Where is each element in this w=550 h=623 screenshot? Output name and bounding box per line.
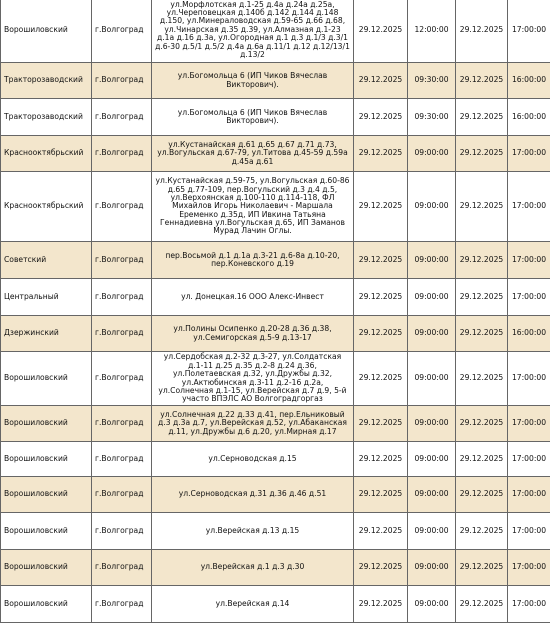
- end-date-cell: 29.12.2025: [456, 513, 508, 550]
- city-cell: г.Волгоград: [92, 513, 152, 550]
- table-row: [1, 242, 550, 279]
- end-time-cell: 17:00:00: [508, 279, 550, 316]
- district-cell: Центральный: [1, 279, 92, 316]
- district-cell: Ворошиловский: [1, 0, 92, 63]
- table-row: [1, 316, 550, 352]
- end-time-cell: 17:00:00: [508, 442, 550, 477]
- end-date-cell: 29.12.2025: [456, 442, 508, 477]
- table-row: [1, 406, 550, 442]
- end-time-cell: 17:00:00: [508, 477, 550, 513]
- end-time-cell: 16:00:00: [508, 316, 550, 352]
- end-date-cell: 29.12.2025: [456, 316, 508, 352]
- end-time-cell: 17:00:00: [508, 550, 550, 586]
- end-date-cell: 29.12.2025: [456, 477, 508, 513]
- start-time-cell: 09:00:00: [408, 442, 456, 477]
- start-time-cell: 09:00:00: [408, 316, 456, 352]
- start-time-cell: 09:30:00: [408, 99, 456, 136]
- start-time-cell: 09:00:00: [408, 172, 456, 242]
- start-date-cell: 29.12.2025: [354, 279, 408, 316]
- district-cell: Ворошиловский: [1, 352, 92, 406]
- table-row: [1, 477, 550, 513]
- start-time-cell: 09:00:00: [408, 242, 456, 279]
- start-time-cell: 09:00:00: [408, 279, 456, 316]
- city-cell: г.Волгоград: [92, 279, 152, 316]
- end-time-cell: 17:00:00: [508, 172, 550, 242]
- end-time-cell: 16:00:00: [508, 63, 550, 99]
- city-cell: г.Волгоград: [92, 550, 152, 586]
- table-body: [1, 0, 550, 623]
- city-cell: г.Волгоград: [92, 0, 152, 63]
- table-row: [1, 0, 550, 63]
- start-date-cell: 29.12.2025: [354, 99, 408, 136]
- district-cell: Тракторозаводский: [1, 99, 92, 136]
- address-cell: ул.Верейская д.14: [152, 586, 354, 623]
- city-cell: г.Волгоград: [92, 172, 152, 242]
- start-date-cell: 29.12.2025: [354, 316, 408, 352]
- end-date-cell: 29.12.2025: [456, 242, 508, 279]
- start-time-cell: 12:00:00: [408, 0, 456, 63]
- start-time-cell: 09:00:00: [408, 136, 456, 172]
- end-date-cell: 29.12.2025: [456, 279, 508, 316]
- table-row: [1, 172, 550, 242]
- end-time-cell: 17:00:00: [508, 136, 550, 172]
- start-date-cell: 29.12.2025: [354, 63, 408, 99]
- table-row: [1, 442, 550, 477]
- district-cell: Дзержинский: [1, 316, 92, 352]
- table-row: [1, 352, 550, 406]
- end-time-cell: 17:00:00: [508, 352, 550, 406]
- address-cell: ул.Богомольца 6 (ИП Чиков Вячеслав Викторович).: [152, 63, 354, 99]
- end-date-cell: 29.12.2025: [456, 0, 508, 63]
- table-row: [1, 63, 550, 99]
- address-cell: ул.Верейская д.1 д.3 д.30: [152, 550, 354, 586]
- table-row: [1, 513, 550, 550]
- address-cell: ул.Верейская д.13 д.15: [152, 513, 354, 550]
- address-cell: ул.Серноводская д.31 д.36 д.46 д.51: [152, 477, 354, 513]
- end-time-cell: 16:00:00: [508, 99, 550, 136]
- start-time-cell: 09:00:00: [408, 513, 456, 550]
- end-time-cell: 17:00:00: [508, 513, 550, 550]
- start-date-cell: 29.12.2025: [354, 242, 408, 279]
- city-cell: г.Волгоград: [92, 586, 152, 623]
- start-time-cell: 09:30:00: [408, 63, 456, 99]
- district-cell: Краснооктябрьский: [1, 136, 92, 172]
- table-row: [1, 136, 550, 172]
- city-cell: г.Волгоград: [92, 242, 152, 279]
- address-cell: ул.Солнечная д.22 д.33 д.41, пер.Ельниковый д.3 д.3а д.7, ул.Верейская д.52, ул.Абаканская д.11, ул.Дружбы д.6 д.20, ул.Мирная д.17: [152, 406, 354, 442]
- start-date-cell: 29.12.2025: [354, 0, 408, 63]
- end-date-cell: 29.12.2025: [456, 550, 508, 586]
- start-date-cell: 29.12.2025: [354, 550, 408, 586]
- table-row: [1, 550, 550, 586]
- district-cell: Ворошиловский: [1, 513, 92, 550]
- address-cell: ул.Сердобская д.2-32 д.3-27, ул.Солдатская д.1-11 д.25 д.35 д.2-8 д.24 д.36, ул.Полетаевская д.32, ул.Дружбы д.32, ул.Актюбинская д.3-11 д.2-16 д.2а, ул.Солнечная д.1-15, ул.Верейская д.7 д.9, 5-й участо ВПЭЛС АО Волгоградгоргаз: [152, 352, 354, 406]
- address-cell: ул.Морфлотская д.1-25 д.4а д.24а д.25а, ул.Череповецкая д.140б д.142 д.144 д.148 д.150, ул.Минераловодская д.59-65 д.66 д.68, ул.Чинарская д.35 д.39, ул.Алмазная д.1-23 д.1а д.16 д.3а, ул.Огородная д.1 д.3 д.1/3 д.3/1 д.6-30 д.5/1 д.5/2 д.4а д.6а д.11/1 д.12 д.12/13/1 д.13/2: [152, 0, 354, 63]
- city-cell: г.Волгоград: [92, 99, 152, 136]
- end-time-cell: 17:00:00: [508, 406, 550, 442]
- address-cell: ул.Полины Осипенко д.20-28 д.36 д.38, ул.Семигорская д.5-9 д.13-17: [152, 316, 354, 352]
- address-cell: ул.Серноводская д.15: [152, 442, 354, 477]
- address-cell: ул.Кустанайская д.61 д.65 д.67 д.71 д.73, ул.Вогульская д.67-79, ул.Титова д.45-59 д.59а д.45а д.61: [152, 136, 354, 172]
- start-date-cell: 29.12.2025: [354, 513, 408, 550]
- start-date-cell: 29.12.2025: [354, 172, 408, 242]
- end-time-cell: 17:00:00: [508, 242, 550, 279]
- start-date-cell: 29.12.2025: [354, 586, 408, 623]
- end-date-cell: 29.12.2025: [456, 406, 508, 442]
- end-date-cell: 29.12.2025: [456, 172, 508, 242]
- start-time-cell: 09:00:00: [408, 406, 456, 442]
- city-cell: г.Волгоград: [92, 136, 152, 172]
- start-date-cell: 29.12.2025: [354, 406, 408, 442]
- end-date-cell: 29.12.2025: [456, 99, 508, 136]
- start-time-cell: 09:00:00: [408, 586, 456, 623]
- start-date-cell: 29.12.2025: [354, 352, 408, 406]
- city-cell: г.Волгоград: [92, 477, 152, 513]
- city-cell: г.Волгоград: [92, 63, 152, 99]
- start-date-cell: 29.12.2025: [354, 442, 408, 477]
- address-cell: пер.Восьмой д.1 д.1а д.3-21 д.6-8а д.10-20, пер.Коневского д.19: [152, 242, 354, 279]
- start-time-cell: 09:00:00: [408, 352, 456, 406]
- table-row: [1, 99, 550, 136]
- end-date-cell: 29.12.2025: [456, 63, 508, 99]
- address-cell: ул.Кустанайская д.59-75, ул.Вогульская д.60-86 д.65 д.77-109, пер.Вогульский д.3 д.4 д.5, ул.Верхоянская д.100-110 д.114-118, ФЛ Михайлов Игорь Николаевич - Маршала Еременко д.35д, ИП Ивкина Татьяна Геннадиевна ул.Вогульская д.65, ИП Заманов Мурад Лачин Оглы.: [152, 172, 354, 242]
- city-cell: г.Волгоград: [92, 406, 152, 442]
- district-cell: Тракторозаводский: [1, 63, 92, 99]
- district-cell: Советский: [1, 242, 92, 279]
- end-date-cell: 29.12.2025: [456, 136, 508, 172]
- address-cell: ул.Богомольца 6 (ИП Чиков Вячеслав Викторович).: [152, 99, 354, 136]
- district-cell: Ворошиловский: [1, 477, 92, 513]
- start-time-cell: 09:00:00: [408, 477, 456, 513]
- city-cell: г.Волгоград: [92, 442, 152, 477]
- district-cell: Ворошиловский: [1, 550, 92, 586]
- district-cell: Краснооктябрьский: [1, 172, 92, 242]
- start-date-cell: 29.12.2025: [354, 136, 408, 172]
- district-cell: Ворошиловский: [1, 442, 92, 477]
- end-date-cell: 29.12.2025: [456, 586, 508, 623]
- table-row: [1, 586, 550, 623]
- end-date-cell: 29.12.2025: [456, 352, 508, 406]
- city-cell: г.Волгоград: [92, 352, 152, 406]
- start-time-cell: 09:00:00: [408, 550, 456, 586]
- district-cell: Ворошиловский: [1, 586, 92, 623]
- end-time-cell: 17:00:00: [508, 0, 550, 63]
- end-time-cell: 17:00:00: [508, 586, 550, 623]
- start-date-cell: 29.12.2025: [354, 477, 408, 513]
- table-row: [1, 279, 550, 316]
- district-cell: Ворошиловский: [1, 406, 92, 442]
- city-cell: г.Волгоград: [92, 316, 152, 352]
- address-cell: ул. Донецкая.16 ООО Алекс-Инвест: [152, 279, 354, 316]
